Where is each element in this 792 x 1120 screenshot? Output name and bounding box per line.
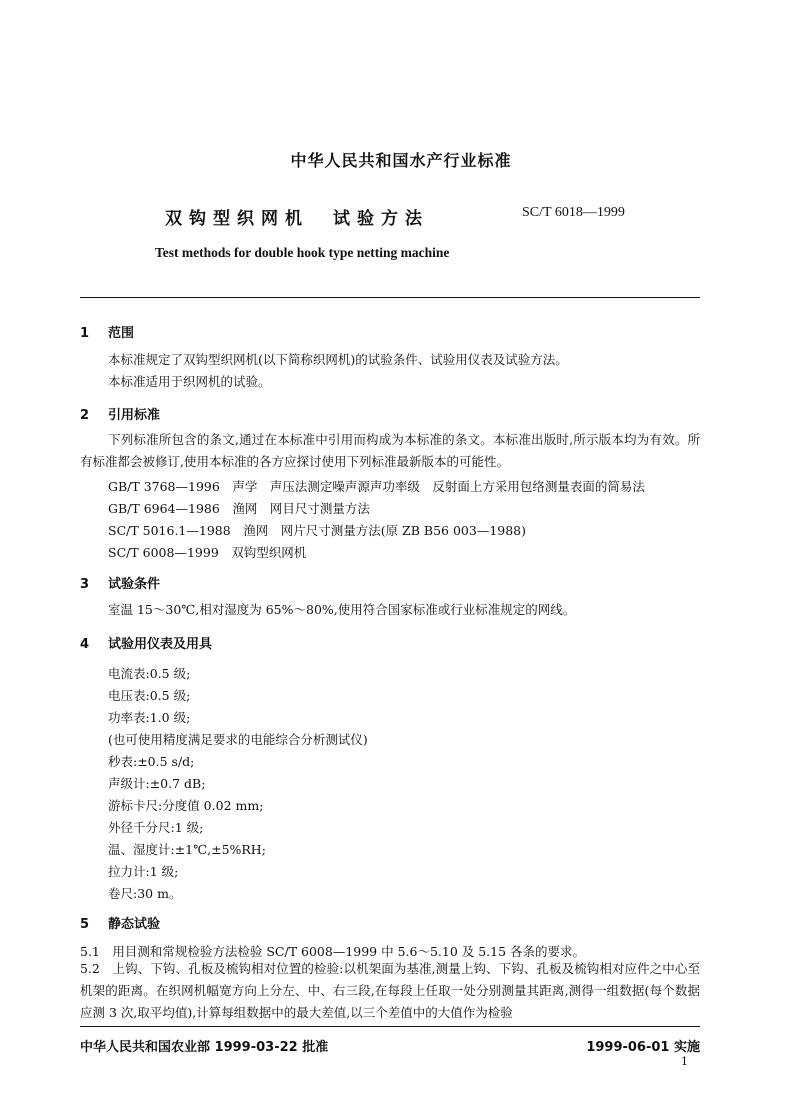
section-1-heading: 1 范围 xyxy=(80,326,135,341)
instrument-item: 电压表:0.5 级; xyxy=(108,688,191,703)
clause-5-2: 5.2 上钩、下钩、孔板及梳钩相对位置的检验:以机架面为基准,测量上钩、下钩、孔板及梳钩相对应件之中心至机架的距离。在织网机幅宽方向上分左、中、右三段,在每段上任取一处分别测量其距离,测得一组数据(每个数据应测 3 次,取平均值),计算每组数据中的最大差值,以三个差值中的大值作为检验 xyxy=(80,961,700,1020)
approval-date: 中华人民共和国农业部 1999-03-22 批准 xyxy=(80,1040,329,1055)
issuing-agency: 中华人民共和国水产行业标准 xyxy=(290,151,512,170)
page-number: 1 xyxy=(681,1055,688,1068)
effective-date: 1999-06-01 实施 xyxy=(586,1040,700,1055)
section-5-heading: 5 静态试验 xyxy=(80,917,161,932)
instrument-item: 拉力计:1 级; xyxy=(108,864,179,879)
header-divider xyxy=(80,297,700,298)
reference-item: SC/T 5016.1—1988 渔网 网片尺寸测量方法(原 ZB B56 003—1988) xyxy=(108,523,527,538)
instrument-item: 电流表:0.5 级; xyxy=(108,666,191,681)
instrument-item: 温、湿度计:±1℃,±5%RH; xyxy=(108,842,266,857)
reference-item: GB/T 6964—1986 渔网 网目尺寸测量方法 xyxy=(108,501,370,516)
instrument-item: 功率表:1.0 级; xyxy=(108,710,191,725)
reference-item: GB/T 3768—1996 声学 声压法测定噪声源声功率级 反射面上方采用包络测量表面的简易法 xyxy=(108,479,645,494)
instrument-item: 秒表:±0.5 s/d; xyxy=(108,754,195,769)
instrument-item: 外径千分尺:1 级; xyxy=(108,820,204,835)
document-title-english: Test methods for double hook type netting machine xyxy=(155,245,450,260)
clause-5-1: 5.1 用目测和常规检验方法检验 SC/T 6008—1999 中 5.6～5.10 及 5.15 各条的要求。 xyxy=(80,944,586,959)
section-3-heading: 3 试验条件 xyxy=(80,577,161,592)
reference-item: SC/T 6008—1999 双钩型织网机 xyxy=(108,545,307,560)
instrument-item: (也可使用精度满足要求的电能综合分析测试仪) xyxy=(108,732,368,747)
instrument-item: 游标卡尺:分度值 0.02 mm; xyxy=(108,798,264,813)
instrument-item: 卷尺:30 m。 xyxy=(108,886,182,901)
instrument-item: 声级计:±0.7 dB; xyxy=(108,776,206,791)
document-title-chinese: 双钩型织网机 试验方法 xyxy=(165,209,429,229)
section-3-paragraph: 室温 15～30℃,相对湿度为 65%～80%,使用符合国家标准或行业标准规定的网线。 xyxy=(108,602,576,617)
section-2-heading: 2 引用标准 xyxy=(80,408,161,423)
section-1-paragraph-2: 本标准适用于织网机的试验。 xyxy=(108,374,271,389)
standard-code: SC/T 6018—1999 xyxy=(522,205,625,220)
footer-divider xyxy=(80,1026,700,1027)
section-1-paragraph-1: 本标准规定了双钩型织网机(以下简称织网机)的试验条件、试验用仪表及试验方法。 xyxy=(108,352,568,367)
section-4-heading: 4 试验用仪表及用具 xyxy=(80,637,213,652)
section-2-intro: 下列标准所包含的条文,通过在本标准中引用而构成为本标准的条文。本标准出版时,所示版本均为有效。所有标准都会被修订,使用本标准的各方应探讨使用下列标准最新版本的可能性。 xyxy=(80,432,700,469)
